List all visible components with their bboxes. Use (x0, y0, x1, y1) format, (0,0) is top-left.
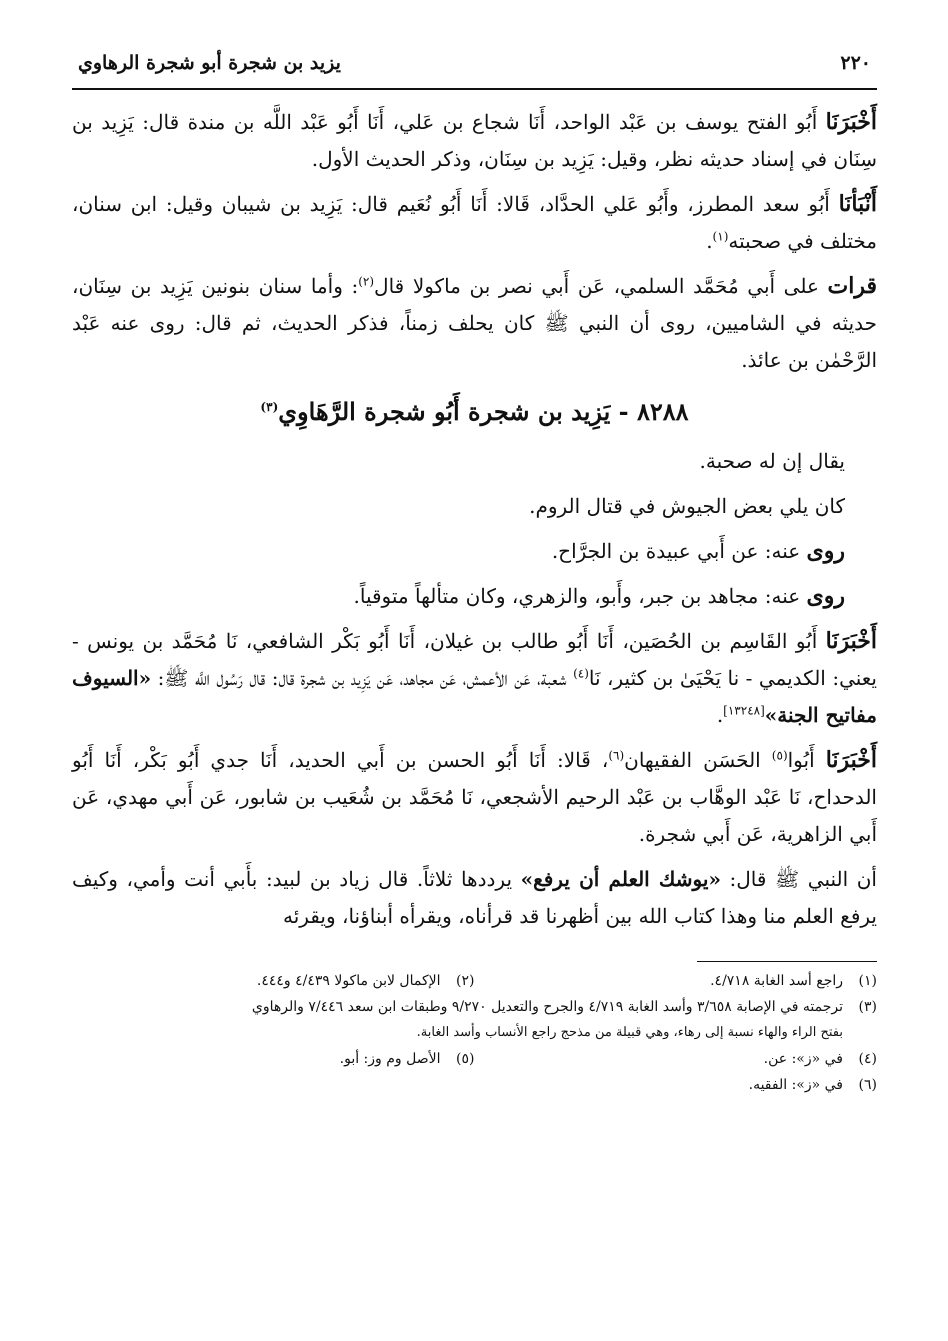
footnote-number: (٢) (456, 973, 475, 989)
footnote-5 (72, 1046, 475, 1072)
paragraph-text: يقال إن له صحبة. (699, 449, 845, 473)
entry-heading-text: ٨٢٨٨ - يَزِيد بن شجرة أَبُو شجرة الرَّهَاوِي (278, 397, 689, 426)
footnote-3 (72, 994, 877, 1020)
footnote-text: في «ز»: الفقيه. (748, 1077, 843, 1093)
keyword-rawa: روى (806, 583, 845, 609)
paragraph-6 (72, 533, 877, 570)
hadith-quote: «السيوف مفاتيح الجنة» (72, 666, 877, 727)
hadith-quote: «يوشك العلم أن يرفع» (520, 867, 721, 891)
paragraph-text: يرددها ثلاثاً. قال زياد بن لبيد: بأَبي أنت وأمي، وكيف يرفع العلم منا وهذا كتاب الله بين أظهرنا قد قرأناه، ويقرأه أبناؤنا، ويقرئه (72, 867, 877, 928)
footnote-text: في «ز»: عن. (763, 1051, 843, 1067)
paragraph-1 (72, 104, 877, 178)
footnote-1 (475, 968, 878, 994)
book-page (72, 52, 877, 1098)
paragraph-text: الحَسَن الفقيهان (624, 748, 772, 772)
keyword-akhbarana: أَخْبَرَنَا (825, 109, 877, 135)
footnote-text: الإكمال لابن ماكولا ٤/٤٣٩ و٤٤٤. (256, 973, 441, 989)
footnote-ref-5[interactable]: (٥) (771, 748, 788, 763)
footnote-divider (697, 961, 877, 962)
paragraph-text: عنه: عن أَبي عبيدة بن الجرَّاح. (551, 539, 807, 563)
footnote-ref-6[interactable]: (٦) (608, 748, 625, 763)
paragraph-end: . (706, 229, 713, 253)
paragraph-text: أَبُو سعد المطرز، وأَبُو عَلي الحدَّاد، قَالا: أَنَا أَبُو نُعَيم قال: يَزِيد بن شيبان وقيل: ابن سنان، مختلف في صحبته (72, 192, 877, 253)
keyword-qarat: قرات (827, 273, 877, 299)
keyword-akhbarana: أَخْبَرَنَا (825, 747, 878, 773)
paragraph-2 (72, 186, 877, 260)
paragraph-text: عنه: مجاهد بن جبر، وأَبو، والزهري، وكان متألهاً متوقياً. (353, 584, 807, 608)
footnote-text: راجع أسد الغابة ٤/٧١٨. (710, 973, 843, 989)
footnote-text: الأصل وم وز: أبو. (339, 1051, 441, 1067)
paragraph-text: كان يلي بعض الجيوش في قتال الروم. (529, 494, 845, 518)
keyword-akhbarana: أَخْبَرَنَا (825, 628, 877, 654)
main-text (72, 104, 877, 935)
footnote-row (72, 1046, 877, 1072)
footnote-row (72, 994, 877, 1020)
page-header (72, 52, 877, 90)
footnote-2 (72, 968, 475, 994)
paragraph-text: ، قَالا: أَنَا أَبُو الحسن بن أَبي الحديد، أَنَا جدي أَبُو بَكْر، أَنَا أَبُو الدحداح، نَا عَبْد الوهَّاب بن عَبْد الرحيم الأشجعي، نَا مُحَمَّد بن شُعَيب بن شابور، عَن أَبي مهدي، عَن أَبي الزاهرية، عَن أَبي شجرة. (72, 748, 877, 846)
footnote-text: ترجمته في الإصابة ٣/٦٥٨ وأسد الغابة ٤/٧١٩ والجرح والتعديل ٩/٢٧٠ وطبقات ابن سعد ٧/٤٤٦ والرهاوي (251, 999, 843, 1015)
paragraph-text: أَبُوا (787, 748, 826, 772)
paragraph-text: أَبُو الفتح يوسف بن عَبْد الواحد، أَنَا شجاع بن عَلي، أَنَا أَبُو عَبْد اللَّه بن مندة قال: يَزِيد بن سِنَان في إسناد حديثه نظر، وقيل: يَزِيد بن سِنَان، وذكر الحديث الأول. (72, 110, 877, 171)
paragraph-text: أَبُو القَاسِم بن الحُصَين، أَنَا أَبُو طالب بن غيلان، أَنَا أَبُو بَكْر الشافعي، نَا مُحَمَّد بن يونس - يعني: الكديمي - نا يَحْيَىٰ بن كثير، نَا (72, 629, 877, 690)
footnote-number: (٤) (858, 1051, 877, 1067)
paragraph-3 (72, 268, 877, 379)
page-number: ٢٢٠ (840, 52, 871, 74)
paragraph-9 (72, 742, 877, 853)
keyword-rawa: روى (806, 538, 845, 564)
paragraph-10 (72, 861, 877, 935)
footnote-number: (١) (858, 973, 877, 989)
keyword-anbaana: أَنْبَأنَا (838, 191, 877, 217)
footnote-number: (٦) (858, 1077, 877, 1093)
paragraph-7 (72, 578, 877, 615)
footnote-row (72, 1072, 877, 1098)
paragraph-text: : وأما سنان بنونين يَزِيد بن سِنَان، حديثه في الشاميين، روى أن النبي ﷺ كان يحلف زمناً، فذكر الحديث، ثم قال: روى عنه عَبْد الرَّحْمٰن بن عائذ. (72, 274, 877, 372)
footnote-number: (٥) (456, 1051, 475, 1067)
paragraph-end: . (716, 703, 724, 727)
footnote-4 (475, 1046, 878, 1072)
footnote-6 (72, 1072, 877, 1098)
running-title: يزيد بن شجرة أبو شجرة الرهاوي (78, 52, 341, 74)
footnote-row (72, 968, 877, 994)
paragraph-4 (72, 443, 877, 480)
footnote-ref-2[interactable]: (٢) (358, 274, 375, 289)
footnote-3-continuation: بفتح الراء والهاء نسبة إلى رهاء، وهي قبيلة من مذحج راجع الأنساب وأسد الغابة. (416, 1025, 843, 1040)
footnotes (72, 968, 877, 1098)
entry-heading (72, 387, 877, 437)
paragraph-5 (72, 488, 877, 525)
footnote-ref-1[interactable]: (١) (712, 229, 729, 244)
paragraph-text: شعبة، عَن الأعمش، عَن مجاهد، عَن يَزِيد بن شجرة قال: قال رَسُول اللَّه ﷺ: (151, 666, 574, 690)
footnote-ref-4[interactable]: (٤) (573, 666, 589, 681)
footnote-number: (٣) (858, 999, 877, 1015)
paragraph-text: أن النبي ﷺ قال: (720, 867, 877, 891)
paragraph-8 (72, 623, 877, 734)
hadith-number: [١٣٢٤٨] (723, 703, 765, 718)
footnote-ref-3[interactable]: (٣) (260, 400, 279, 414)
paragraph-text: على أَبي مُحَمَّد السلمي، عَن أَبي نصر بن ماكولا قال (374, 274, 828, 298)
